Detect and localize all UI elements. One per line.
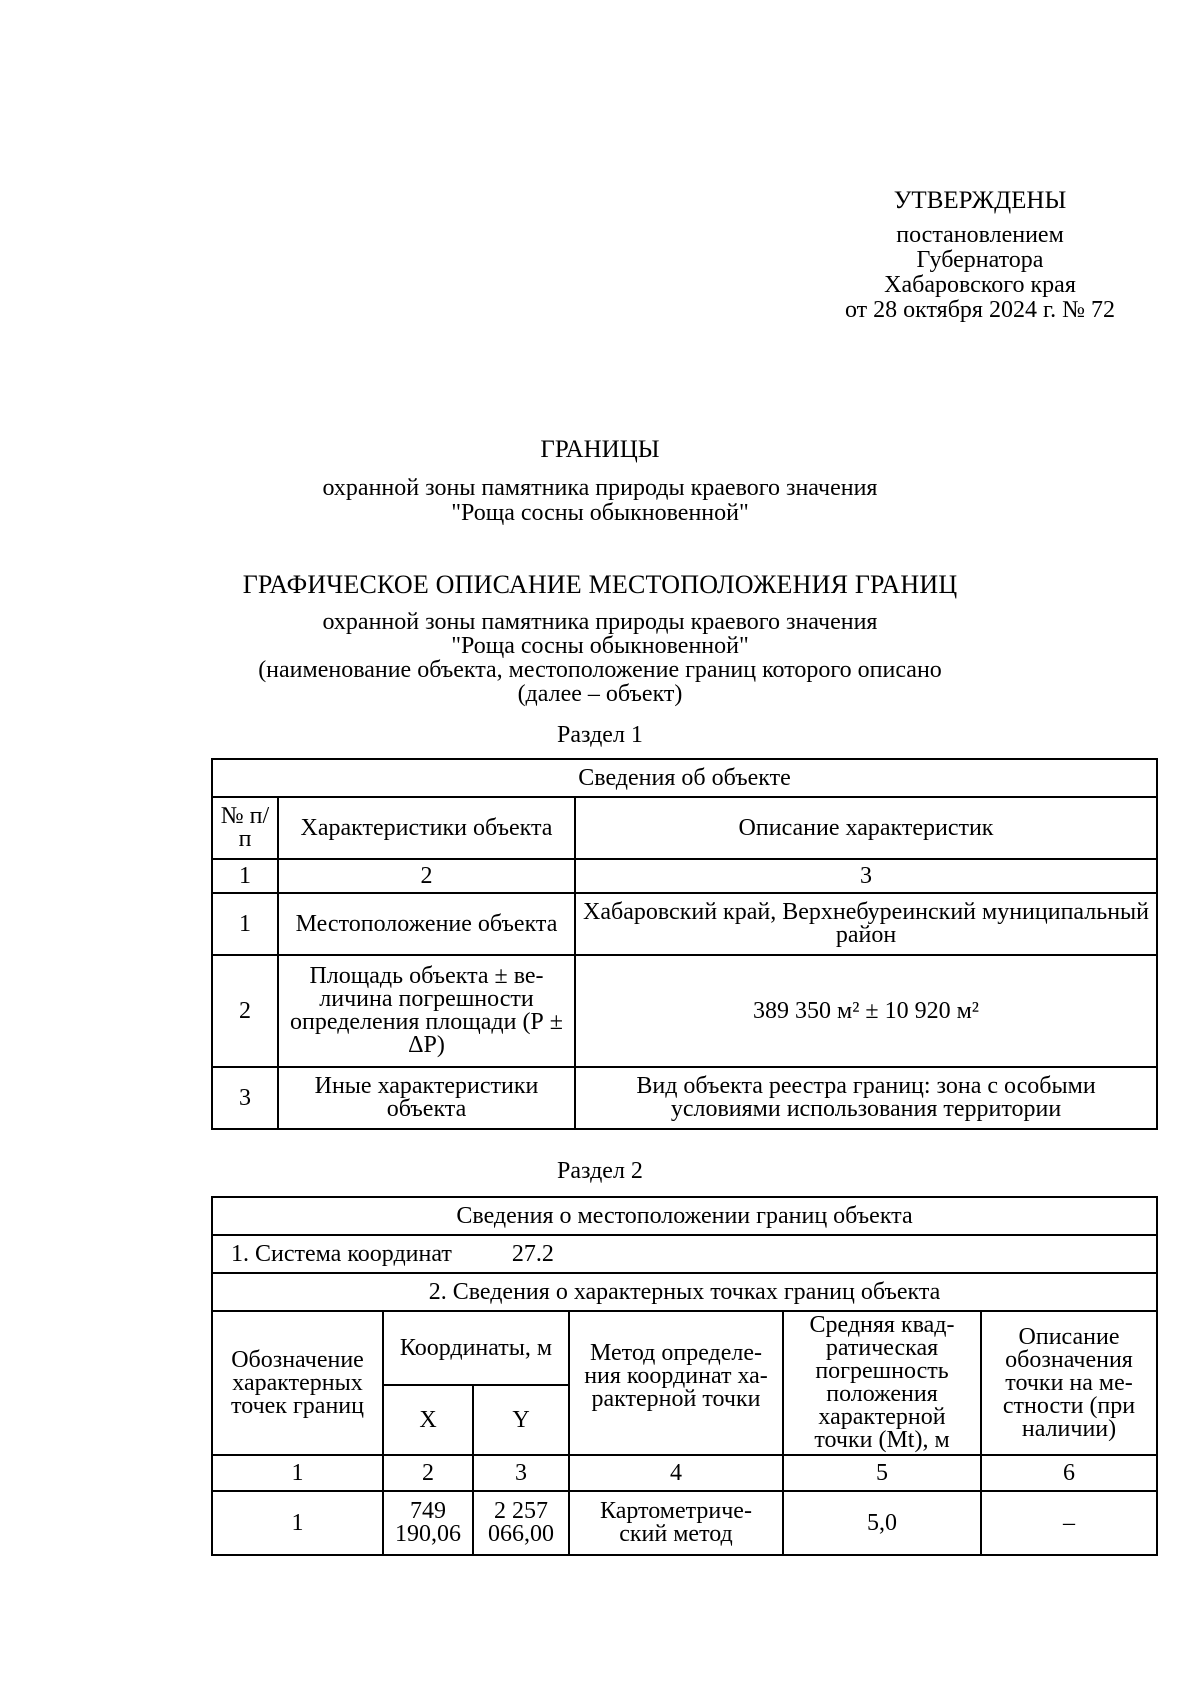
approval-line: Губернатора [916,247,1044,273]
column-number: 5 [783,1455,981,1491]
column-number: 6 [981,1455,1157,1491]
column-number: 3 [575,859,1157,893]
graphic-description-subtitle [0,610,1200,706]
point-description: – [981,1491,1157,1555]
column-header: Координаты, м [383,1311,569,1385]
column-header: Обозначение характерных точек границ [212,1311,383,1455]
column-number: 1 [212,1455,383,1491]
approval-line: постановлением [896,222,1064,248]
section2-label: Раздел 2 [557,1158,643,1184]
column-number: 1 [212,859,278,893]
column-header: Описание обозначения точки на ме- стности (при наличии) [981,1311,1157,1455]
subtitle-line: "Роща сосны обыкновенной" [451,633,749,659]
column-header: Описание характеристик [575,797,1157,859]
approval-line: Хабаровского края [884,272,1076,298]
column-header: Метод определе- ния координат ха- рактерной точки [569,1311,783,1455]
points-title: 2. Сведения о характерных точках границ объекта [212,1273,1157,1311]
point-designation: 1 [212,1491,383,1555]
row-number: 3 [212,1067,278,1129]
row-characteristic: Местоположение объекта [278,893,575,955]
subtitle-line: охранной зоны памятника природы краевого значения [322,609,878,635]
object-info-table [211,758,1158,1130]
row-description: Хабаровский край, Верхнебуреинский муниципальный район [575,893,1157,955]
document-subtitle [0,476,1200,526]
column-header: № п/п [212,797,278,859]
column-header-x: X [383,1385,473,1455]
graphic-description-title: ГРАФИЧЕСКОЕ ОПИСАНИЕ МЕСТОПОЛОЖЕНИЯ ГРАНИЦ [242,570,958,599]
column-number: 2 [383,1455,473,1491]
column-number: 3 [473,1455,569,1491]
table-row [212,955,1157,1067]
coordinate-system-value: 27.2 [511,1240,554,1267]
subtitle-line: (наименование объекта, местоположение границ которого описано [258,657,942,683]
approval-block [800,188,1160,323]
subtitle-line: охранной зоны памятника природы краевого значения [322,475,878,501]
column-number: 2 [278,859,575,893]
subtitle-line: "Роща сосны обыкновенной" [451,500,749,526]
coordinate-system-row [212,1235,1157,1273]
section1-label: Раздел 1 [557,722,643,748]
row-characteristic: Иные характеристики объекта [278,1067,575,1129]
point-x: 749 190,06 [383,1491,473,1555]
column-number: 4 [569,1455,783,1491]
approval-date: от 28 октября 2024 г. № 72 [844,297,1115,323]
subtitle-line: (далее – объект) [517,681,683,707]
table-row [212,1067,1157,1129]
document-title: ГРАНИЦЫ [540,436,660,463]
table-row [212,893,1157,955]
column-header-y: Y [473,1385,569,1455]
row-description: 389 350 м² ± 10 920 м² [575,955,1157,1067]
boundary-location-table [211,1196,1158,1556]
column-header: Характеристики объекта [278,797,575,859]
approval-heading: УТВЕРЖДЕНЫ [893,187,1067,214]
point-y: 2 257 066,00 [473,1491,569,1555]
row-number: 2 [212,955,278,1067]
row-characteristic: Площадь объекта ± ве- личина погрешности определения площади (Р ± ΔР) [278,955,575,1067]
point-accuracy: 5,0 [783,1491,981,1555]
coordinate-system-label: 1. Система координат [231,1240,452,1267]
column-header: Средняя квад- ратическая погрешность положения характерной точки (Mt), м [783,1311,981,1455]
table-title: Сведения о местоположении границ объекта [212,1197,1157,1235]
table-row [212,1491,1157,1555]
row-description: Вид объекта реестра границ: зона с особыми условиями использования территории [575,1067,1157,1129]
table-title: Сведения об объекте [212,759,1157,797]
point-method: Картометриче- ский метод [569,1491,783,1555]
row-number: 1 [212,893,278,955]
